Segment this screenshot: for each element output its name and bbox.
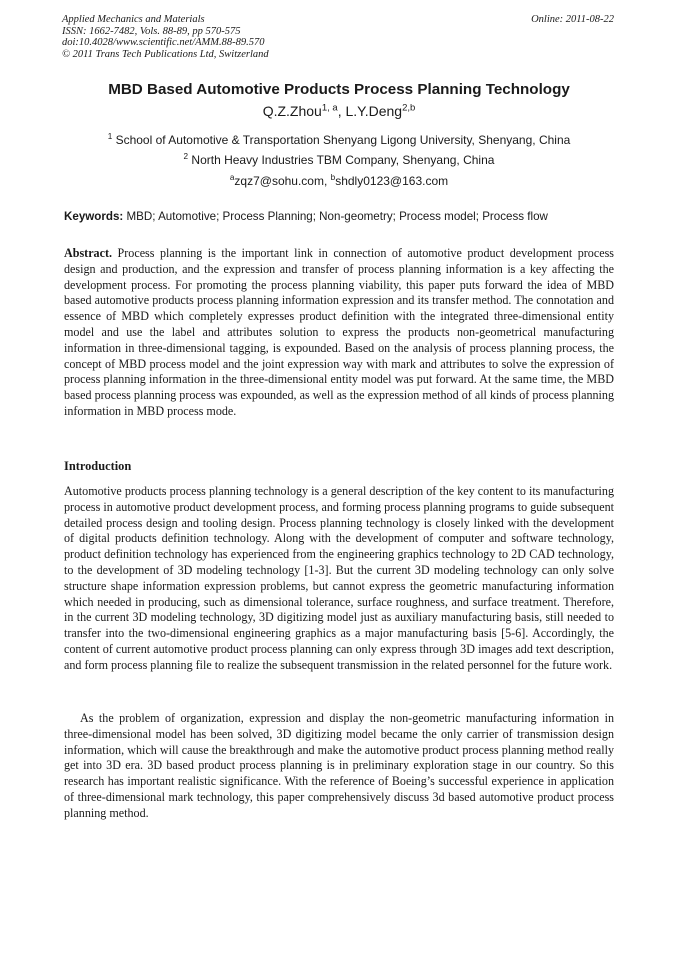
- author-name: Q.Z.Zhou: [262, 103, 322, 119]
- emails-line: [0, 174, 678, 188]
- doi-line: doi:10.4028/www.scientific.net/AMM.88-89.570: [62, 37, 265, 49]
- abstract-text: Process planning is the important link in connection of automotive product development process design and production, and the expression and transfer of process planning information is a key affecting the development process. For promoting the process planning viability, this paper puts forward the idea of MBD based automotive products process planning information expression and its transfer method. The connotation and essence of MBD which completely expresses product definition with the integrated three-dimensional entity model and use the label and attributes solution to express the products non-geometrical manufacturing information in three-dimensional tagging, is expounded. Based on the analysis of process planning process, the concept of MBD process model and the joint expression way with mark and attributes to solve the expression of process planning information in the three-dimensional entity model was put forward. At the same time, the MBD based process planning process was expounded, as well as the expression method of all kinds of process planning information in MBD process mode.: [64, 246, 614, 418]
- introduction-paragraph: Automotive products process planning technology is a general description of the key content to its manufacturing process in automotive product development process, and forming process planning programs to guide subsequent detailed process design and tooling design. Process planning technology is closely linked with the development of digital products definition technology. Along with the development of computer and software technology, product definition technology has experienced from the engineering graphics technology to 2D CAD technology, to the development of 3D modeling technology [1-3]. But the current 3D modeling technology can only solve structure shape information expression problems, but cannot express the geometric manufacturing information which needed in producing, such as dimensional tolerance, surface roughness, and surface treatment. Therefore, in the current 3D modeling technology, 3D digitizing model just as auxiliary manufacturing basis, still needed to transfer into the two-dimensional engineering graphics as a major manufacturing basis [5-6]. Accordingly, the content of current automotive product process planning can only express through 3D images add text description, and form process planning file to realize the subsequent transmission in the related personnel for the future work.: [64, 484, 614, 672]
- affiliation-mark: 2: [183, 152, 189, 161]
- author-affiliation-mark: 2,b: [402, 102, 416, 114]
- keywords-text: MBD; Automotive; Process Planning; Non-geometry; Process model; Process flow: [123, 210, 548, 223]
- email-text: shdly0123@163.com: [335, 174, 449, 188]
- journal-header: [62, 14, 269, 60]
- email-mark: b: [330, 173, 336, 182]
- authors-line: [0, 103, 678, 119]
- author-name: L.Y.Deng: [345, 103, 403, 119]
- affiliation-2: [0, 153, 678, 167]
- online-date: Online: 2011-08-22: [531, 14, 614, 25]
- keywords-label: Keywords:: [64, 210, 124, 223]
- email-text: zqz7@sohu.com,: [234, 174, 331, 188]
- author-affiliation-mark: 1, a: [321, 102, 338, 114]
- copyright-line: © 2011 Trans Tech Publications Ltd, Switzerland: [62, 48, 269, 60]
- issn-line: ISSN: 1662-7482, Vols. 88-89, pp 570-575: [62, 25, 241, 37]
- introduction-paragraph: As the problem of organization, expression and display the non-geometric manufacturing information in three-dimensional model has been solved, 3D digitizing model became the only carrier of transmission design information, which will cause the breakthrough and make the automotive product process planning method really get into 3D era. 3D based product process planning is in preliminary exploration stage in our country. So this research has important realistic significance. With the reference of Boeing’s successful experience in application of three-dimensional mark technology, this paper comprehensively discuss 3d based automotive product process planning method.: [64, 711, 614, 820]
- affiliation-1: [0, 133, 678, 147]
- affiliation-text: North Heavy Industries TBM Company, Shenyang, China: [188, 153, 495, 167]
- introduction-heading: Introduction: [64, 459, 132, 473]
- affiliation-text: School of Automotive & Transportation Shenyang Ligong University, Shenyang, China: [112, 133, 571, 147]
- affiliation-mark: 1: [107, 132, 113, 141]
- journal-name: Applied Mechanics and Materials: [62, 14, 205, 25]
- author-separator: ,: [337, 103, 346, 119]
- keywords: [64, 210, 616, 223]
- email-mark: a: [229, 173, 235, 182]
- paper-title: MBD Based Automotive Products Process Planning Technology: [108, 81, 570, 98]
- abstract-label: Abstract.: [64, 246, 113, 260]
- abstract: [64, 246, 614, 420]
